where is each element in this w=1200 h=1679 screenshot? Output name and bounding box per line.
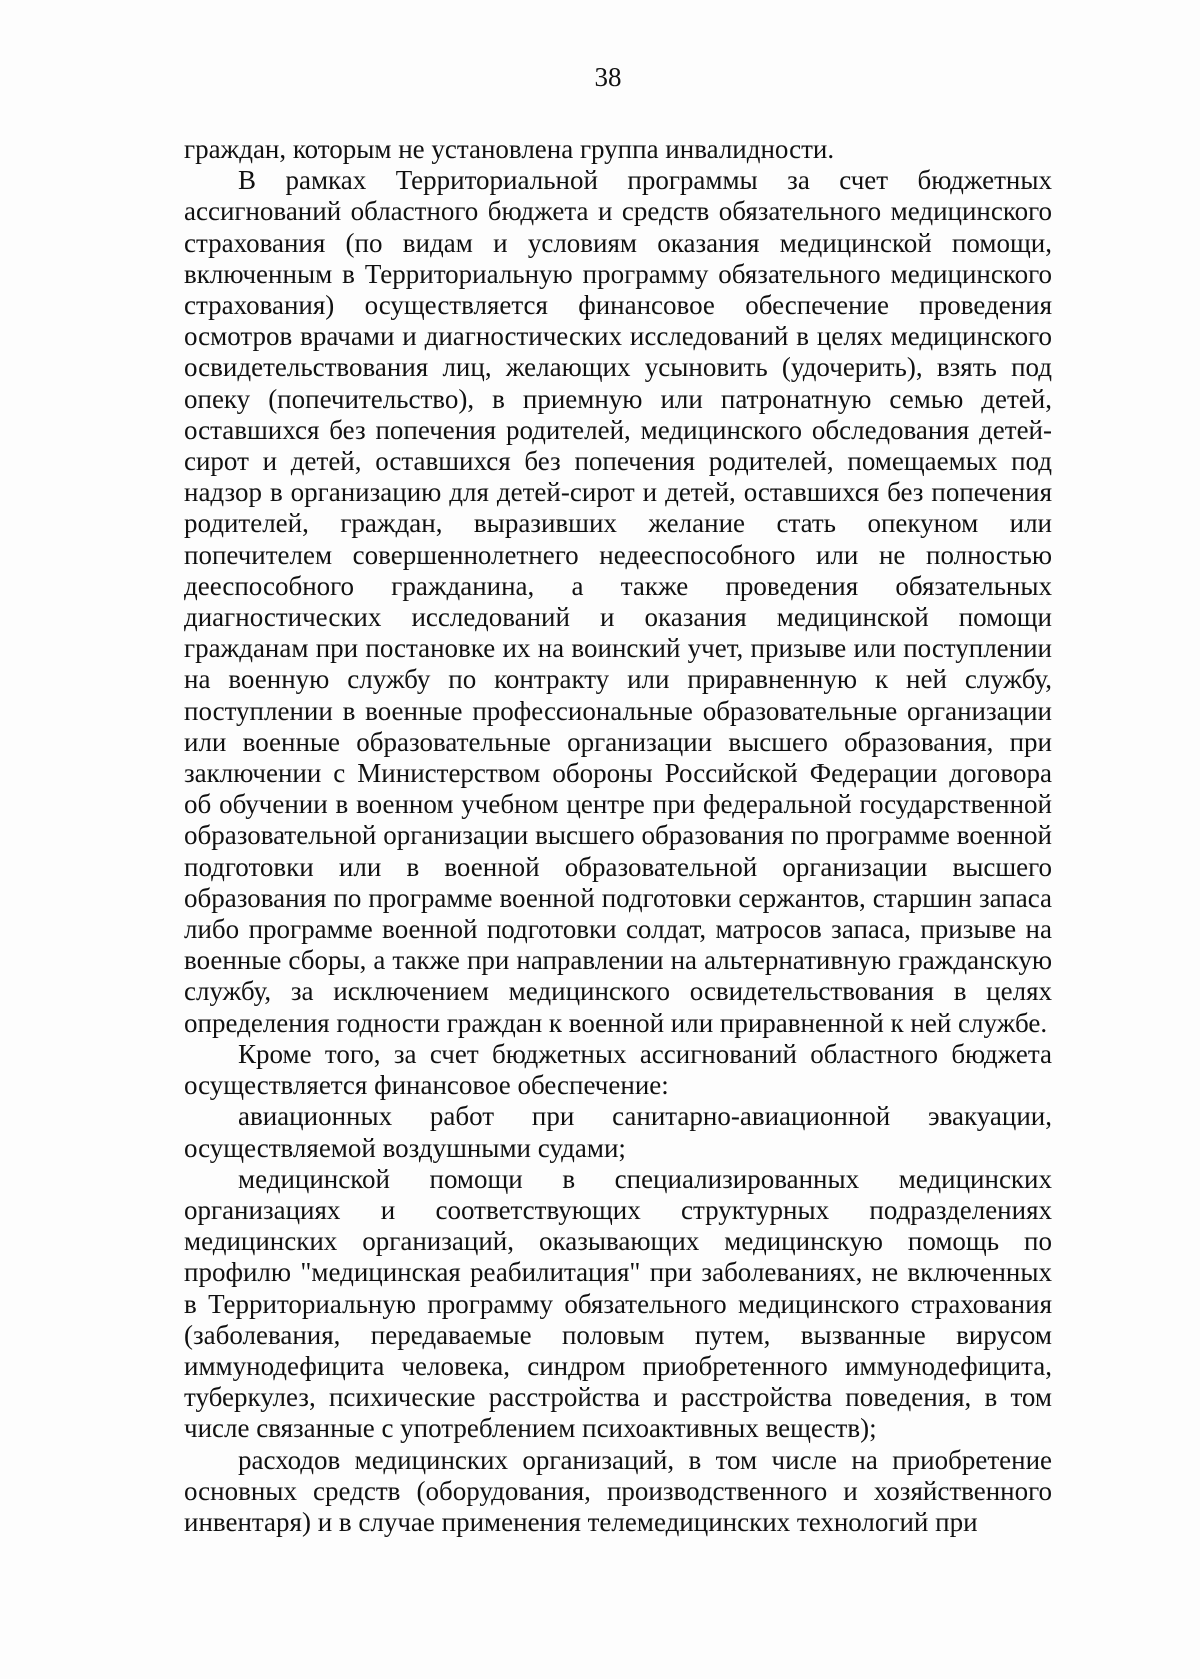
page-number: 38 — [594, 62, 622, 92]
paragraph-medical-care: медицинской помощи в специализированных медицинских организациях и соответствующих структурных подразделениях медицинских организаций, оказывающих медицинскую помощь по профилю "медицинская реабилитация" при заболеваниях, не включенных в Территориальную программу обязательного медицинского страхования (заболевания, передаваемые половым путем, вызванные вирусом иммунодефицита человека, синдром приобретенного иммунодефицита, туберкулез, психические расстройства и расстройства поведения, в том числе связанные с употреблением психоактивных веществ); — [184, 1163, 1052, 1444]
paragraph-regional-budget: Кроме того, за счет бюджетных ассигнований областного бюджета осуществляется финансовое обеспечение: — [184, 1038, 1052, 1101]
paragraph-aviation-works: авиационных работ при санитарно-авиационной эвакуации, осуществляемой воздушными судами; — [184, 1101, 1052, 1163]
paragraph-continuation: граждан, которым не установлена группа инвалидности. — [184, 134, 835, 164]
paragraph-territorial-program: В рамках Территориальной программы за счет бюджетных ассигнований областного бюджета и средств обязательного медицинского страхования (по видам и условиям оказания медицинской помощи, включенным в Территориальную программу обязательного медицинского страхования) осуществляется финансовое обеспечение проведения осмотров врачами и диагностических исследований в целях медицинского освидетельствования лиц, желающих усыновить (удочерить), взять под опеку (попечительство), в приемную или патронатную семью детей, оставшихся без попечения родителей, медицинского обследования детей-сирот и детей, оставшихся без попечения родителей, помещаемых под надзор в организацию для детей-сирот и детей, оставшихся без попечения родителей, граждан, выразивших желание стать опекуном или попечителем совершеннолетнего недееспособного или не полностью дееспособного гражданина, а также проведения обязательных диагностических исследований и оказания медицинской помощи гражданам при постановке их на воинский учет, призыве или поступлении на военную службу по контракту или приравненную к ней службу, поступлении в военные профессиональные образовательные организации или военные образовательные организации высшего образования, при заключении с Министерством обороны Российской Федерации договора об обучении в военном учебном центре при федеральной государственной образовательной организации высшего образования по программе военной подготовки или в военной образовательной организации высшего образования по программе военной подготовки сержантов, старшин запаса либо программе военной подготовки солдат, матросов запаса, призыве на военные сборы, а также при направлении на альтернативную гражданскую службу, за исключением медицинского освидетельствования в целях определения годности граждан к военной или приравненной к ней службе. — [184, 165, 1052, 1038]
body-text — [184, 134, 1052, 1538]
paragraph-expenses: расходов медицинских организаций, в том числе на приобретение основных средств (оборудования, производственного и хозяйственного инвентаря) и в случае применения телемедицинских технологий при — [184, 1444, 1052, 1537]
